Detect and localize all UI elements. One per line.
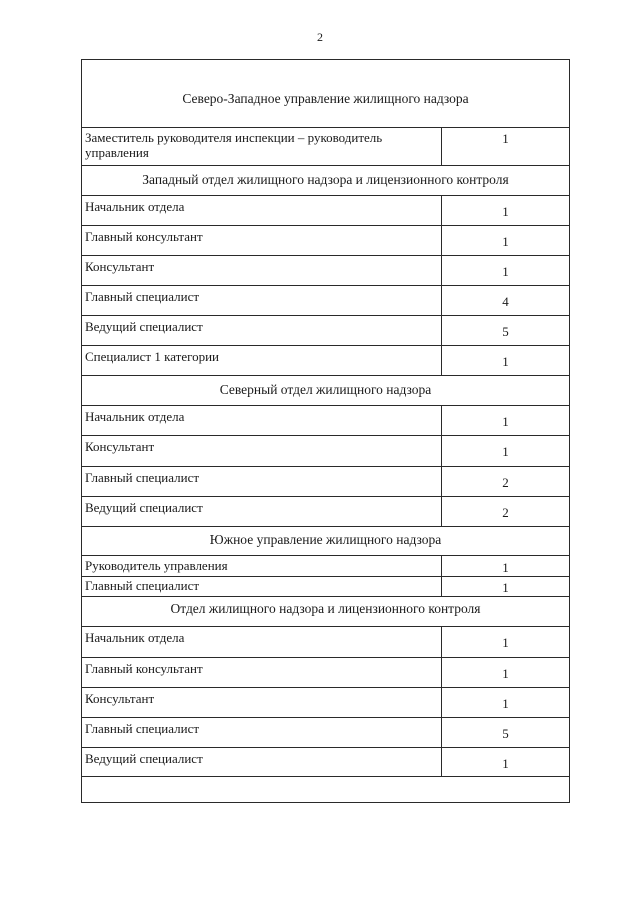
table-row (82, 285, 569, 315)
position-label: Консультант (82, 688, 442, 717)
position-label: Главный консультант (82, 226, 442, 255)
position-label: Специалист 1 категории (82, 346, 442, 375)
section-row (82, 375, 569, 405)
position-count: 1 (502, 204, 509, 219)
section-title: Западный отдел жилищного надзора и лицензионного контроля (142, 172, 509, 187)
section-row (82, 165, 569, 195)
table-row (82, 626, 569, 657)
position-count: 1 (502, 444, 509, 459)
position-label: Главный специалист (82, 467, 442, 496)
position-label: Консультант (82, 436, 442, 466)
table-row (82, 466, 569, 496)
position-count: 1 (502, 131, 509, 146)
position-label: Главный специалист (82, 577, 442, 596)
table-row (82, 687, 569, 717)
position-count: 2 (502, 475, 509, 490)
table-row (82, 717, 569, 747)
position-count: 1 (502, 756, 509, 771)
position-label: Начальник отдела (82, 406, 442, 435)
page-number: 2 (317, 30, 323, 44)
empty-row (82, 776, 569, 804)
table-row (82, 657, 569, 687)
position-count: 1 (502, 560, 509, 575)
table-row (82, 225, 569, 255)
position-label: Ведущий специалист (82, 316, 442, 345)
table-row (82, 576, 569, 596)
section-row (82, 596, 569, 626)
position-count: 1 (502, 666, 509, 681)
table-header-row (82, 60, 569, 127)
position-count: 1 (502, 696, 509, 711)
position-count: 4 (502, 294, 509, 309)
position-count: 5 (502, 324, 509, 339)
table-row (82, 195, 569, 225)
position-label: Руководитель управления (82, 556, 442, 576)
position-count: 2 (502, 505, 509, 520)
table-row (82, 405, 569, 435)
staffing-table (81, 59, 570, 803)
position-label: Ведущий специалист (82, 748, 442, 776)
position-count: 1 (502, 580, 509, 595)
position-count: 1 (502, 234, 509, 249)
position-label: Начальник отдела (82, 196, 442, 225)
table-row (82, 496, 569, 526)
position-count: 1 (502, 264, 509, 279)
position-label: Начальник отдела (82, 627, 442, 657)
position-label: Заместитель руководителя инспекции – руководитель управления (82, 128, 442, 165)
position-label: Главный специалист (82, 286, 442, 315)
table-row (82, 315, 569, 345)
position-count: 1 (502, 635, 509, 650)
position-count: 5 (502, 726, 509, 741)
position-count: 1 (502, 354, 509, 369)
position-count: 1 (502, 414, 509, 429)
position-label: Консультант (82, 256, 442, 285)
position-label: Ведущий специалист (82, 497, 442, 526)
position-label: Главный консультант (82, 658, 442, 687)
section-title: Северный отдел жилищного надзора (219, 382, 432, 397)
table-row (82, 435, 569, 466)
section-title: Южное управление жилищного надзора (209, 532, 442, 547)
header-title: Северо-Западное управление жилищного надзора (182, 91, 469, 106)
position-label: Главный специалист (82, 718, 442, 747)
table-row (82, 747, 569, 776)
table-row (82, 127, 569, 165)
table-row (82, 345, 569, 375)
table-row (82, 555, 569, 576)
section-row (82, 526, 569, 555)
table-row (82, 255, 569, 285)
section-title: Отдел жилищного надзора и лицензионного контроля (170, 601, 481, 616)
